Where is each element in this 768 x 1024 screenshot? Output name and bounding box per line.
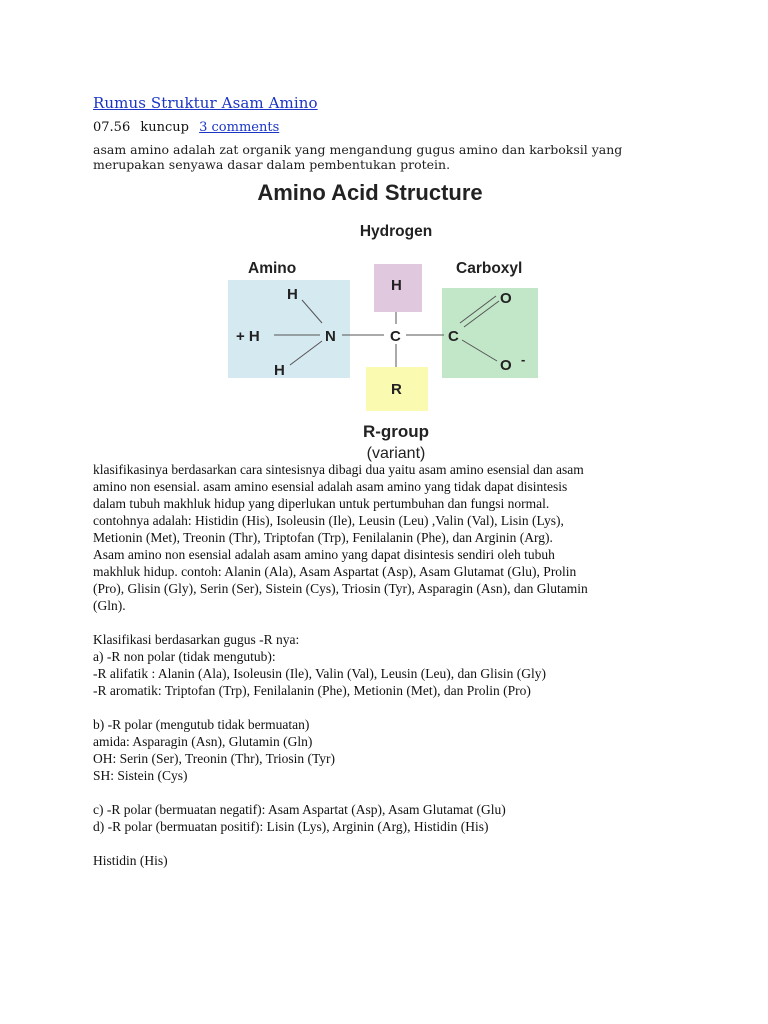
body-line: amino non esensial. asam amino esensial adalah asam amino yang tidak dapat disintesis	[93, 479, 568, 494]
body-line: b) -R polar (mengutub tidak bermuatan)	[93, 717, 310, 732]
atom-h-top: H	[287, 286, 298, 303]
atom-c-carboxyl: C	[448, 328, 459, 345]
body-line: Histidin (His)	[93, 853, 168, 868]
body-line: dalam tubuh makhluk hidup yang diperlukan untuk pertumbuhan dan fungsi normal.	[93, 496, 550, 511]
body-line: contohnya adalah: Histidin (His), Isoleusin (Ile), Leusin (Leu) ,Valin (Val), Lisin (Lys),	[93, 513, 564, 528]
hydrogen-label: Hydrogen	[359, 223, 433, 240]
comments-link[interactable]: 3 comments	[199, 120, 280, 135]
atom-o-minus: O	[500, 357, 512, 374]
atom-o-top: O	[500, 290, 512, 307]
rgroup-label: R-group	[362, 422, 430, 441]
body-line: SH: Sistein (Cys)	[93, 768, 188, 783]
post-title-link[interactable]: Rumus Struktur Asam Amino	[93, 94, 318, 112]
paragraph-gap	[93, 835, 683, 852]
body-line: c) -R polar (bermuatan negatif): Asam Aspartat (Asp), Asam Glutamat (Glu)	[93, 802, 506, 817]
body-line: Metionin (Met), Treonin (Thr), Triptofan (Trp), Fenilalanin (Phe), dan Arginin (Arg).	[93, 530, 553, 545]
figure-title: Amino Acid Structure	[257, 180, 483, 205]
atom-c-alpha: C	[390, 328, 401, 345]
body-line: makhluk hidup. contoh: Alanin (Ala), Asam Aspartat (Asp), Asam Glutamat (Glu), Prolin	[93, 564, 577, 579]
body-line: -R aromatik: Triptofan (Trp), Fenilalanin (Phe), Metionin (Met), dan Prolin (Pro)	[93, 683, 531, 698]
article-body	[93, 461, 683, 869]
paragraph-gap	[93, 614, 683, 631]
body-line: -R alifatik : Alanin (Ala), Isoleusin (Ile), Valin (Val), Leusin (Leu), dan Glisin (Gly)	[93, 666, 547, 681]
charge-minus: -	[521, 352, 526, 367]
intro-line: asam amino adalah zat organik yang mengandung gugus amino dan karboksil yang	[93, 142, 623, 157]
paragraph-gap	[93, 784, 683, 801]
atom-n: N	[325, 328, 336, 345]
variant-label: (variant)	[366, 445, 426, 462]
body-line: Klasifikasi berdasarkan gugus -R nya:	[93, 632, 300, 647]
body-line: Asam amino non esensial adalah asam amino yang dapat disintesis sendiri oleh tubuh	[93, 547, 555, 562]
body-line: klasifikasinya berdasarkan cara sintesisnya dibagi dua yaitu asam amino esensial dan asam	[93, 462, 584, 477]
atom-r: R	[391, 381, 402, 398]
body-line: (Gln).	[93, 598, 126, 613]
post-author: kuncup	[140, 120, 189, 135]
post-time: 07.56	[93, 120, 131, 135]
body-line: d) -R polar (bermuatan positif): Lisin (Lys), Arginin (Arg), Histidin (His)	[93, 819, 489, 834]
amino-acid-structure-figure	[220, 172, 560, 464]
atom-h-bottom: H	[274, 362, 285, 379]
atom-h-plus: + H	[236, 328, 260, 345]
intro-paragraph	[93, 142, 653, 172]
body-line: amida: Asparagin (Asn), Glutamin (Gln)	[93, 734, 313, 749]
body-line: OH: Serin (Ser), Treonin (Thr), Triosin (Tyr)	[93, 751, 336, 766]
carboxyl-label: Carboxyl	[456, 260, 523, 277]
intro-line: merupakan senyawa dasar dalam pembentukan protein.	[93, 157, 451, 172]
body-line: a) -R non polar (tidak mengutub):	[93, 649, 276, 664]
post-meta	[93, 120, 279, 135]
amino-label: Amino	[248, 260, 297, 277]
atom-h-center: H	[391, 277, 402, 294]
body-line: (Pro), Glisin (Gly), Serin (Ser), Sistein (Cys), Triosin (Tyr), Asparagin (Asn), dan Glutamin	[93, 581, 588, 596]
paragraph-gap	[93, 699, 683, 716]
